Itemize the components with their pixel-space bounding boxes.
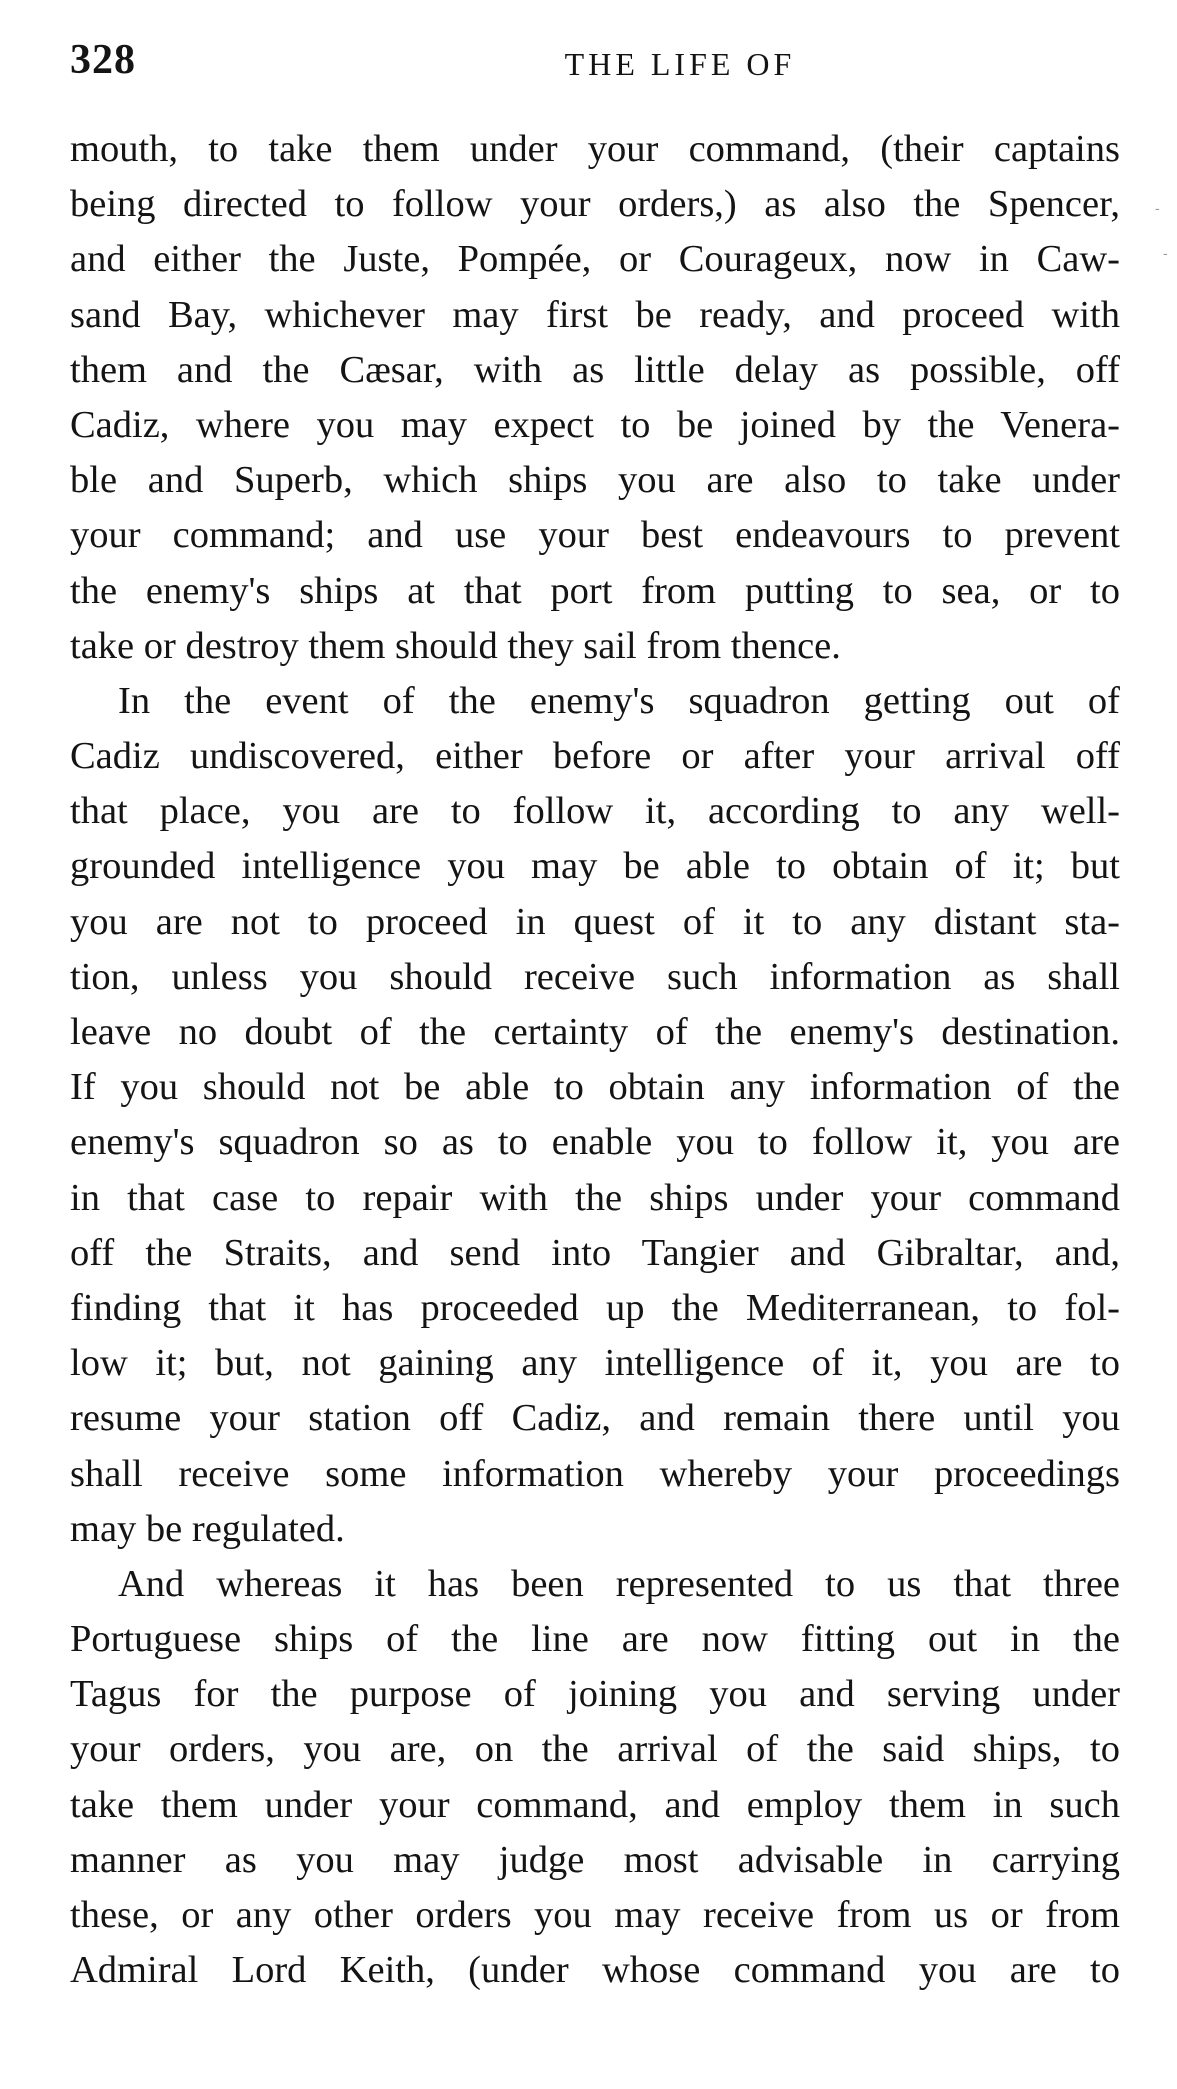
text-line: ble and Superb, which ships you are also to take under — [70, 459, 1120, 502]
body-text — [70, 122, 1120, 1998]
text-line: And whereas it has been represented to us that three — [118, 1562, 1120, 1605]
page-header — [70, 36, 1120, 96]
text-line: grounded intelligence you may be able to obtain of it; but — [70, 845, 1120, 888]
text-line: that place, you are to follow it, according to any well- — [70, 790, 1120, 833]
margin-mark: - — [1155, 200, 1160, 216]
text-line: take them under your command, and employ them in such — [70, 1783, 1120, 1826]
text-line: may be regulated. — [70, 1507, 345, 1550]
text-line: leave no doubt of the certainty of the enemy's destination. — [70, 1011, 1120, 1053]
text-line: mouth, to take them under your command, (their captains — [70, 128, 1120, 170]
paragraph — [70, 122, 1120, 674]
text-line: your command; and use your best endeavours to prevent — [70, 514, 1120, 557]
text-line: manner as you may judge most advisable in carrying — [70, 1838, 1120, 1881]
text-line: resume your station off Cadiz, and remain there until you — [70, 1397, 1120, 1440]
text-line: them and the Cæsar, with as little delay as possible, off — [70, 348, 1120, 391]
text-line: If you should not be able to obtain any information of the — [70, 1066, 1120, 1109]
text-line: tion, unless you should receive such information as shall — [70, 955, 1120, 998]
text-line: the enemy's ships at that port from putting to sea, or to — [70, 569, 1120, 612]
text-line: you are not to proceed in quest of it to any distant sta- — [70, 900, 1120, 943]
text-line: take or destroy them should they sail from thence. — [70, 624, 841, 667]
text-line: In the event of the enemy's squadron getting out of — [118, 679, 1120, 722]
margin-mark: - — [1163, 245, 1168, 261]
text-line: and either the Juste, Pompée, or Courageux, now in Caw- — [70, 238, 1120, 281]
text-line: Tagus for the purpose of joining you and serving under — [70, 1673, 1120, 1716]
text-line: enemy's squadron so as to enable you to follow it, you are — [70, 1121, 1120, 1164]
paragraph — [70, 674, 1120, 1557]
text-line: being directed to follow your orders,) as also the Spencer, — [70, 183, 1120, 226]
text-line: Cadiz undiscovered, either before or after your arrival off — [70, 735, 1120, 778]
text-line: off the Straits, and send into Tangier and Gibraltar, and, — [70, 1231, 1120, 1274]
text-line: in that case to repair with the ships under your command — [70, 1176, 1120, 1219]
running-head: THE LIFE OF — [564, 46, 796, 82]
paragraph — [70, 1557, 1120, 1999]
text-line: sand Bay, whichever may first be ready, and proceed with — [70, 293, 1120, 336]
text-line: Portuguese ships of the line are now fitting out in the — [70, 1618, 1120, 1661]
text-line: Cadiz, where you may expect to be joined by the Venera- — [70, 403, 1120, 446]
text-line: Admiral Lord Keith, (under whose command you are to — [70, 1949, 1120, 1992]
text-line: low it; but, not gaining any intelligence of it, you are to — [70, 1342, 1120, 1385]
text-line: these, or any other orders you may receive from us or from — [70, 1894, 1120, 1936]
text-line: shall receive some information whereby your proceedings — [70, 1452, 1120, 1495]
text-line: your orders, you are, on the arrival of the said ships, to — [70, 1728, 1120, 1771]
text-line: finding that it has proceeded up the Mediterranean, to fol- — [70, 1286, 1120, 1329]
page-number: 328 — [70, 37, 136, 83]
